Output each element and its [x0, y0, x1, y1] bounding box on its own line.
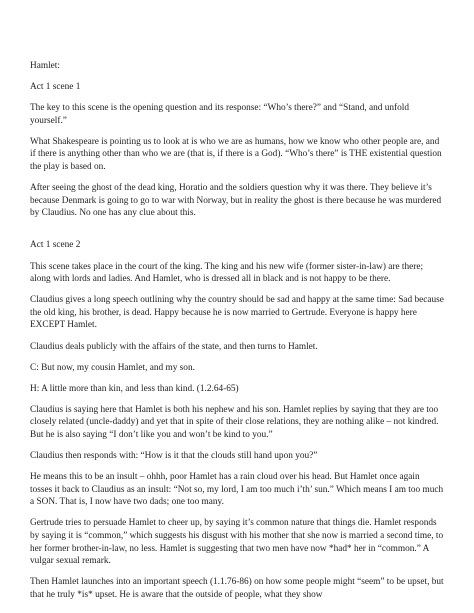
paragraph: Claudius gives a long speech outlining why the country should be sad and happy at the same time: Sad because the old king, his brother, is dead. Happy because he is now married to Gertrude. Everyone is happy here EXCEPT Hamlet. [30, 295, 444, 331]
paragraph: This scene takes place in the court of the king. The king and his new wife (former sister-in-law) are there; along with lords and ladies. And Hamlet, who is dressed all in black and is not happy to be there. [30, 261, 424, 285]
section-act1-scene1 [30, 81, 444, 220]
section-heading: Act 1 scene 1 [30, 82, 81, 93]
section-heading: Act 1 scene 2 [30, 240, 81, 251]
paragraph: Claudius deals publicly with the affairs of the state, and then turns to Hamlet. [30, 341, 318, 352]
document-title: Hamlet: [30, 61, 60, 71]
dialogue-line: H: A little more than kin, and less than kind. (1.2.64-65) [30, 383, 239, 394]
paragraph: The key to this scene is the opening question and its response: “Who’s there?” and “Stand, and unfold yourself.” [30, 103, 410, 126]
paragraph: Then Hamlet launches into an important speech (1.1.76-86) on how some people might “seem” to be upset, but that he truly *is* upset. He is aware that the outside of people, what they show [30, 577, 444, 600]
paragraph: After seeing the ghost of the dead king, Horatio and the soldiers question why it was there. They believe it’s because Denmark is going to go to war with Norway, but in reality the ghost is there because he was murdered by Claudius. No one has any clue about this. [30, 183, 442, 219]
paragraph: Claudius is saying here that Hamlet is both his nephew and his son. Hamlet replies by saying that they are too closely related (uncle-daddy) and yet that in spite of their close relations, they are nothing alike – not kindred. But he is also saying “I don’t like you and won’t be kind to you.” [30, 404, 439, 440]
paragraph: He means this to be an insult – ohhh, poor Hamlet has a rain cloud over his head. But Hamlet once again tosses it back to Claudius as an insult: “Not so, my lord, I am too much i’th’ sun.” Which means I am too much a SON. That is, I now have two dads; one too many. [30, 472, 444, 508]
section-act1-scene2 [30, 239, 444, 601]
section-spacer [30, 228, 444, 239]
dialogue-line: C: But now, my cousin Hamlet, and my son. [30, 362, 195, 373]
paragraph: Claudius then responds with: “How is it that the clouds still hand upon you?” [30, 451, 318, 462]
paragraph: What Shakespeare is pointing us to look at is who we are as humans, how we know who other people are, and if there is anything other than who we are (that is, if there is a God). “Who’s there” is THE existential question the play is based on. [30, 136, 442, 173]
paragraph: Gertrude tries to persuade Hamlet to cheer up, by saying it’s common nature that things die. Hamlet responds by saying it is “common,” which suggests his disgust with his mother that she now is married a second time, to her former brother-in-law, no less. Hamlet is suggesting that two men have now *had* her in “common.” A vulgar sexual remark. [30, 518, 444, 567]
